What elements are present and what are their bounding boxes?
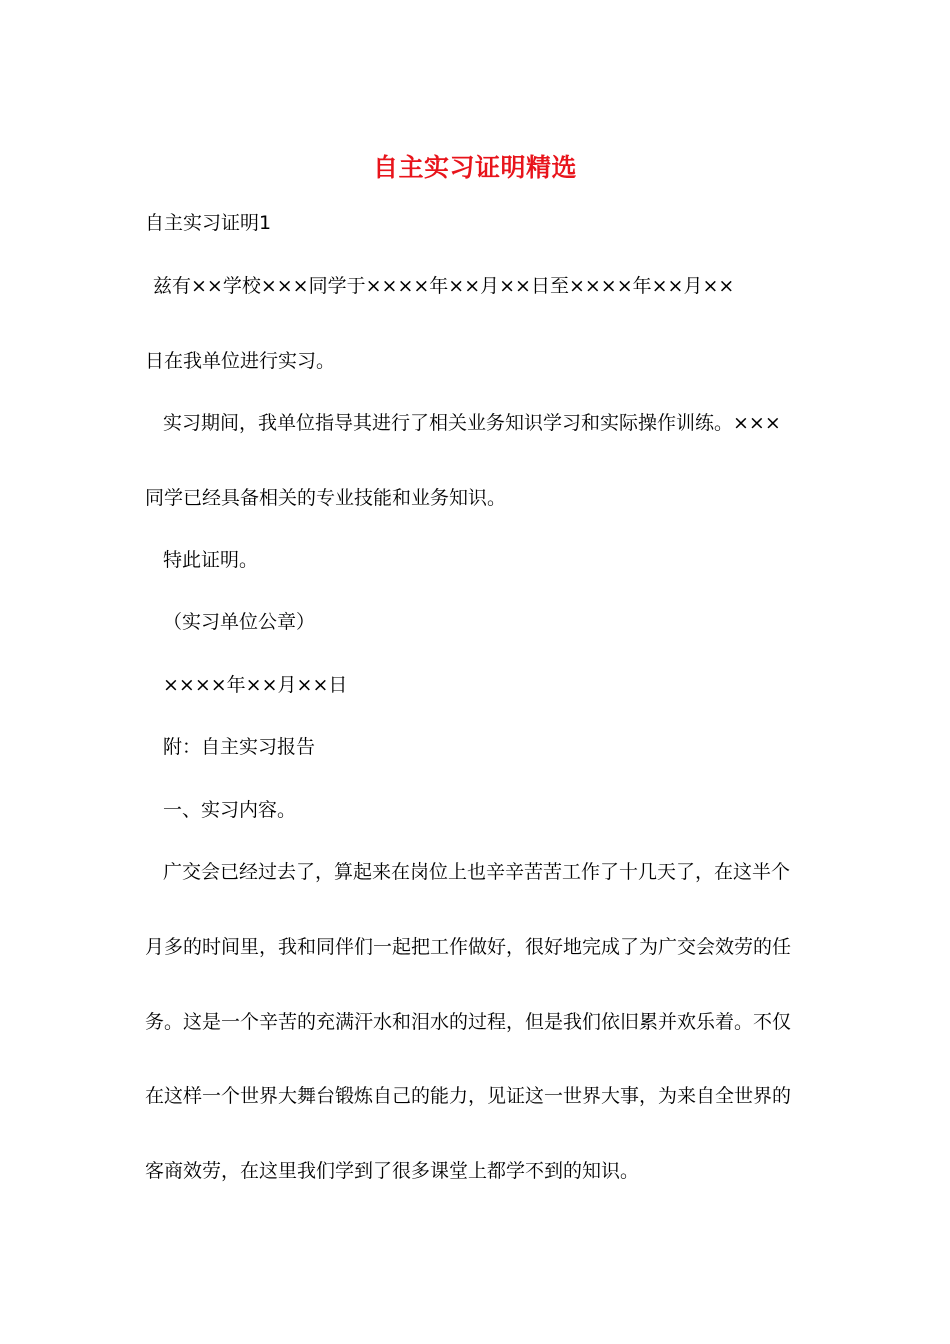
paragraph-line: 客商效劳，在这里我们学到了很多课堂上都学不到的知识。 xyxy=(145,1160,640,1182)
subsection-heading: 一、实习内容。 xyxy=(163,799,297,821)
paragraph-line: 兹有××学校×××同学于××××年××月××日至××××年××月×× xyxy=(153,275,735,297)
paragraph-line: 特此证明。 xyxy=(163,549,259,571)
date-line: ××××年××月××日 xyxy=(163,674,348,696)
appendix-heading: 附：自主实习报告 xyxy=(163,736,316,758)
paragraph-line: 广交会已经过去了，算起来在岗位上也辛辛苦苦工作了十几天了，在这半个 xyxy=(163,861,791,883)
section-heading: 自主实习证明1 xyxy=(145,212,272,234)
seal-note: （实习单位公章） xyxy=(163,611,316,633)
paragraph-line: 日在我单位进行实习。 xyxy=(145,350,336,372)
paragraph-line: 同学已经具备相关的专业技能和业务知识。 xyxy=(145,487,507,509)
paragraph-line: 在这样一个世界大舞台锻炼自己的能力，见证这一世界大事，为来自全世界的 xyxy=(145,1085,792,1107)
paragraph-line: 务。这是一个辛苦的充满汗水和泪水的过程，但是我们依旧累并欢乐着。不仅 xyxy=(145,1011,792,1033)
document-title: 自主实习证明精选 xyxy=(372,153,577,182)
paragraph-line: 月多的时间里，我和同伴们一起把工作做好，很好地完成了为广交会效劳的任 xyxy=(145,936,792,958)
paragraph-line: 实习期间，我单位指导其进行了相关业务知识学习和实际操作训练。××× xyxy=(163,412,781,434)
